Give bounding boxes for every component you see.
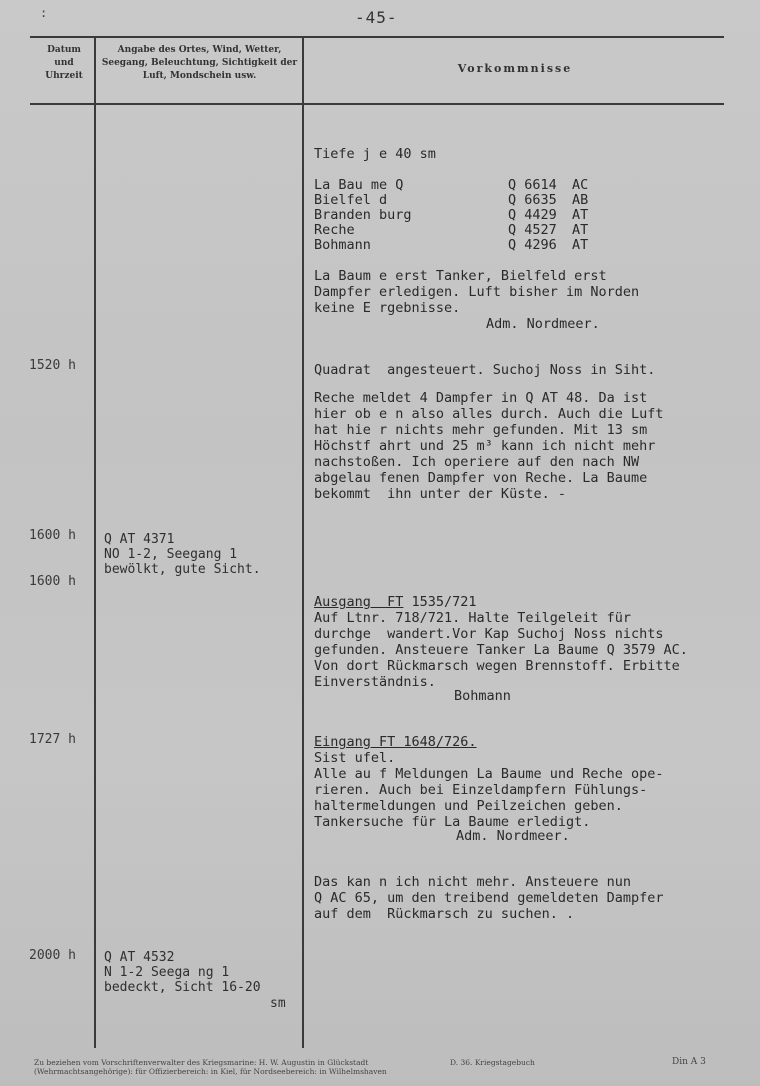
position-name: Bohmann [314, 237, 371, 253]
time-1600-a: 1600 h [29, 528, 76, 543]
footer-form: D. 36. Kriegstagebuch [450, 1058, 535, 1067]
time-1727: 1727 h [29, 732, 76, 747]
position-name: Bielfel d [314, 192, 388, 208]
outgoing-ft-head [314, 594, 754, 610]
page-number: -45- [355, 8, 398, 27]
outgoing-number: 1535/721 [403, 594, 477, 610]
incoming-signature: Adm. Nordmeer. [456, 828, 570, 844]
location-weather-1600: Q AT 4371 NO 1-2, Seegang 1 bewölkt, gute Sicht. [104, 532, 261, 577]
position-name: Branden burg [314, 207, 412, 223]
incoming-ft-body: Sist ufel. Alle au f Meldungen La Baume und Reche ope- rieren. Auch bei Einzeldampfern Fühlungs- haltermeldungen und Peilzeichen geben. Tankersuche für La Baume erledigt. [314, 750, 664, 830]
position-row [314, 208, 612, 223]
header-bottom-rule [30, 103, 724, 105]
visibility-unit: sm [270, 996, 286, 1011]
position-row [314, 193, 612, 208]
position-quadrant: Q 4527 [508, 222, 557, 238]
position-quadrant: Q 6635 [508, 192, 557, 208]
order-signature-1: Adm. Nordmeer. [486, 316, 600, 332]
position-name: La Bau me Q [314, 177, 404, 193]
time-1520: 1520 h [29, 358, 76, 373]
footer-publisher: Zu beziehen vom Vorschriftenverwalter des Kriegsmarine: H. W. Augustin in Glückstadt (Wehrmachtsangehörige): für Offizierbereich: in Kiel, für Nordseebereich: in Wilhelmshaven [34, 1058, 387, 1076]
position-quadrant: Q 4429 [508, 207, 557, 223]
header-top-rule [30, 36, 724, 38]
position-name: Reche [314, 222, 355, 238]
incoming-ft-head: Eingang FT 1648/726. [314, 734, 477, 750]
position-quadrant: Q 4296 [508, 237, 557, 253]
depth-line: Tiefe j e 40 sm [314, 146, 436, 162]
position-row [314, 223, 612, 238]
position-table [314, 178, 612, 253]
entry-quadrat: Quadrat angesteuert. Suchoj Noss in Siht. [314, 362, 656, 378]
entry-reche-report: Reche meldet 4 Dampfer in Q AT 48. Da ist hier ob e n also alles durch. Auch die Luft hat hie r nichts mehr gefunden. Mit 13 sm Höchstf ahrt und 25 m³ kann ich nicht mehr nachstoßen. Ich operiere auf den nach NW abgelau fenen Dampfer von Reche. La Baume bekommt ihn unter der Küste. - [314, 390, 664, 502]
entry-return-march: Das kan n ich nicht mehr. Ansteuere nun Q AC 65, um den treibend gemeldeten Dampfer auf dem Rückmarsch zu suchen. . [314, 874, 664, 922]
position-code: AC [572, 177, 589, 193]
time-2000: 2000 h [29, 948, 76, 963]
position-code: AT [572, 207, 589, 223]
header-location-weather: Angabe des Ortes, Wind, Wetter, Seegang, Beleuchtung, Sichtigkeit der Luft, Mondschein usw. [101, 45, 298, 81]
position-row [314, 178, 612, 193]
column-divider-2 [302, 36, 304, 1048]
location-weather-2000: Q AT 4532 N 1-2 Seega ng 1 bedeckt, Sicht 16-20 [104, 950, 261, 995]
position-code: AT [572, 237, 589, 253]
outgoing-ft-body: Auf Ltnr. 718/721. Halte Teilgeleit für durchge wandert.Vor Kap Suchoj Noss nichts gefunden. Ansteuere Tanker La Baume Q 3579 AC. Von dort Rückmarsch wegen Brennstoff. Erbitte Einverständnis. [314, 610, 688, 690]
position-quadrant: Q 6614 [508, 177, 557, 193]
position-code: AT [572, 222, 589, 238]
corner-mark: : [40, 6, 48, 20]
outgoing-label: Ausgang FT [314, 594, 404, 610]
position-code: AB [572, 192, 589, 208]
header-events: Vorkommnisse [457, 62, 573, 75]
position-row [314, 238, 612, 253]
time-1600-b: 1600 h [29, 574, 76, 589]
header-date-time: Datum und Uhrzeit [45, 45, 83, 81]
order-text-1: La Baum e erst Tanker, Bielfeld erst Dampfer erledigen. Luft bisher im Norden keine E rgebnisse. [314, 268, 640, 316]
column-divider-1 [94, 36, 96, 1048]
footer-paper-size: Din A 3 [672, 1057, 706, 1067]
outgoing-signature: Bohmann [454, 688, 511, 704]
